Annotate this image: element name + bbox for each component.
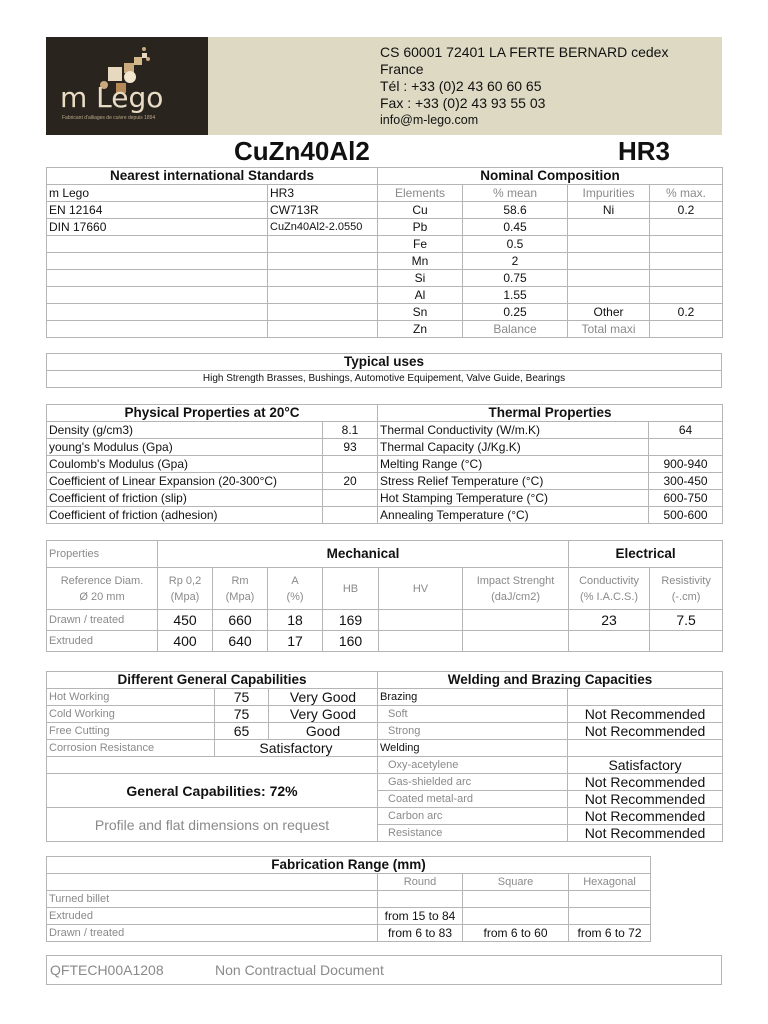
logo-tagline: Fabricant d'alliages de cuivre depuis 1894: [62, 115, 156, 121]
hb-value: 160: [323, 631, 379, 652]
resistivity-value: [650, 631, 723, 652]
impurity-max: [650, 219, 723, 236]
standard-name: [47, 287, 268, 304]
capabilities-heading: Different General Capabilities: [47, 672, 378, 689]
element: Sn: [378, 304, 463, 321]
impurity-max: [650, 236, 723, 253]
impurity: [568, 287, 650, 304]
welding-method: Coated metal-ard: [378, 791, 568, 808]
standard-name: [47, 304, 268, 321]
electrical-heading: Electrical: [569, 541, 723, 568]
impurity-max: 0.2: [650, 202, 723, 219]
col-rp: Rp 0,2 (Mpa): [158, 568, 213, 610]
physical-label: Coulomb's Modulus (Gpa): [47, 456, 323, 473]
element: Pb: [378, 219, 463, 236]
composition-heading: Nominal Composition: [378, 168, 723, 185]
physical-value: 8.1: [323, 422, 378, 439]
physical-value: [323, 490, 378, 507]
resistivity-value: 7.5: [650, 610, 723, 631]
thermal-value: 900-940: [649, 456, 723, 473]
physical-label: Density (g/cm3): [47, 422, 323, 439]
hexagonal-range: [569, 891, 651, 908]
profile-note: Profile and flat dimensions on request: [47, 808, 378, 842]
thermal-value: 64: [649, 422, 723, 439]
capability-score: 75: [215, 689, 269, 706]
impurity-max: 0.2: [650, 304, 723, 321]
impact-value: [463, 610, 569, 631]
standard-name: [47, 321, 268, 338]
rp-value: 400: [158, 631, 213, 652]
welding-rating: [568, 740, 723, 757]
capability-score: 65: [215, 723, 269, 740]
col-round: Round: [378, 874, 463, 891]
col-hb: HB: [323, 568, 379, 610]
uses-heading: Typical uses: [47, 354, 722, 371]
col-elements: Elements: [378, 185, 463, 202]
impurity-max: [650, 321, 723, 338]
rp-value: 450: [158, 610, 213, 631]
hexagonal-range: from 6 to 72: [569, 925, 651, 942]
standard-value: [268, 304, 378, 321]
conductivity-value: 23: [569, 610, 650, 631]
capability-rating: Satisfactory: [215, 740, 378, 757]
fabrication-heading: Fabrication Range (mm): [47, 857, 651, 874]
standard-name: m Lego: [47, 185, 268, 202]
thermal-label: Annealing Temperature (°C): [378, 507, 649, 524]
col-hexagonal: Hexagonal: [569, 874, 651, 891]
standard-name: [47, 253, 268, 270]
round-range: from 6 to 83: [378, 925, 463, 942]
welding-method: Gas-shielded arc: [378, 774, 568, 791]
welding-category: Welding: [378, 740, 568, 757]
uses-text: High Strength Brasses, Bushings, Automotive Equipement, Valve Guide, Bearings: [47, 371, 722, 388]
hexagonal-range: [569, 908, 651, 925]
general-capabilities: General Capabilities: 72%: [47, 774, 378, 808]
standard-value: [268, 236, 378, 253]
capability-score: 75: [215, 706, 269, 723]
physical-label: young's Modulus (Gpa): [47, 439, 323, 456]
square-range: [463, 891, 569, 908]
physical-value: [323, 507, 378, 524]
standards-heading: Nearest international Standards: [47, 168, 378, 185]
impurity-max: [650, 270, 723, 287]
standard-value: CW713R: [268, 202, 378, 219]
empty-cell: [47, 874, 378, 891]
hv-value: [379, 610, 463, 631]
capability-rating: Very Good: [269, 689, 378, 706]
standards-composition-table: [46, 167, 723, 338]
impurity: [568, 236, 650, 253]
welding-rating: [568, 689, 723, 706]
form-label: Turned billet: [47, 891, 378, 908]
a-value: 17: [268, 631, 323, 652]
thermal-label: Melting Range (°C): [378, 456, 649, 473]
standard-name: EN 12164: [47, 202, 268, 219]
thermal-label: Thermal Capacity (J/Kg.K): [378, 439, 649, 456]
col-square: Square: [463, 874, 569, 891]
address-block: [208, 37, 722, 135]
physical-label: Coefficient of friction (adhesion): [47, 507, 323, 524]
welding-method: Strong: [378, 723, 568, 740]
col-reference: Reference Diam. Ø 20 mm: [47, 568, 158, 610]
thermal-label: Hot Stamping Temperature (°C): [378, 490, 649, 507]
welding-rating: Satisfactory: [568, 757, 723, 774]
welding-rating: Not Recommended: [568, 706, 723, 723]
thermal-value: 500-600: [649, 507, 723, 524]
impurity-max: [650, 287, 723, 304]
footer: [46, 955, 722, 985]
element-mean: 2: [463, 253, 568, 270]
welding-method: Resistance: [378, 825, 568, 842]
rm-value: 660: [213, 610, 268, 631]
footer-note: Non Contractual Document: [215, 962, 384, 978]
element-mean: 58.6: [463, 202, 568, 219]
impurity: [568, 270, 650, 287]
impurity: [568, 219, 650, 236]
welding-rating: Not Recommended: [568, 774, 723, 791]
element: Zn: [378, 321, 463, 338]
phone-number: Tél : +33 (0)2 43 60 60 65: [380, 78, 542, 94]
thermal-heading: Thermal Properties: [378, 405, 723, 422]
col-max: % max.: [650, 185, 723, 202]
hv-value: [379, 631, 463, 652]
a-value: 18: [268, 610, 323, 631]
element: Mn: [378, 253, 463, 270]
mechanical-electrical-table: [46, 540, 723, 652]
physical-value: 93: [323, 439, 378, 456]
round-range: from 15 to 84: [378, 908, 463, 925]
physical-value: [323, 456, 378, 473]
welding-rating: Not Recommended: [568, 791, 723, 808]
welding-heading: Welding and Brazing Capacities: [378, 672, 723, 689]
standard-value: [268, 270, 378, 287]
physical-value: 20: [323, 473, 378, 490]
address-line: CS 60001 72401 LA FERTE BERNARD cedex: [380, 44, 669, 60]
company-logo: [46, 37, 208, 135]
alloy-title: CuZn40Al2: [234, 136, 370, 166]
standard-name: [47, 236, 268, 253]
capability-rating: Good: [269, 723, 378, 740]
capabilities-welding-table: [46, 671, 723, 842]
element-mean: Balance: [463, 321, 568, 338]
round-range: [378, 891, 463, 908]
thermal-value: [649, 439, 723, 456]
col-resistivity: Resistivity (-.cm): [650, 568, 723, 610]
fax-number: Fax : +33 (0)2 43 93 55 03: [380, 95, 546, 111]
thermal-value: 300-450: [649, 473, 723, 490]
welding-category: Brazing: [378, 689, 568, 706]
element: Si: [378, 270, 463, 287]
properties-label: Properties: [47, 541, 158, 568]
col-conductivity: Conductivity (% I.A.C.S.): [569, 568, 650, 610]
condition-label: Drawn / treated: [47, 610, 158, 631]
standard-value: [268, 321, 378, 338]
form-label: Extruded: [47, 908, 378, 925]
standard-name: DIN 17660: [47, 219, 268, 236]
col-impact: Impact Strenght (daJ/cm2): [463, 568, 569, 610]
logo-text: m Lego: [60, 81, 164, 114]
welding-method: Carbon arc: [378, 808, 568, 825]
element: Fe: [378, 236, 463, 253]
element-mean: 0.5: [463, 236, 568, 253]
physical-label: Coefficient of Linear Expansion (20-300°C): [47, 473, 323, 490]
mechanical-heading: Mechanical: [158, 541, 569, 568]
col-a: A (%): [268, 568, 323, 610]
col-mean: % mean: [463, 185, 568, 202]
thermal-label: Thermal Conductivity (W/m.K): [378, 422, 649, 439]
standard-value: [268, 287, 378, 304]
standard-value: CuZn40Al2-2.0550: [268, 219, 378, 236]
impurity: Other: [568, 304, 650, 321]
condition-label: Extruded: [47, 631, 158, 652]
hb-value: 169: [323, 610, 379, 631]
element-mean: 0.45: [463, 219, 568, 236]
square-range: from 6 to 60: [463, 925, 569, 942]
impact-value: [463, 631, 569, 652]
physical-heading: Physical Properties at 20°C: [47, 405, 378, 422]
welding-method: Soft: [378, 706, 568, 723]
capability-rating: Very Good: [269, 706, 378, 723]
capability-label: Cold Working: [47, 706, 215, 723]
properties-table: [46, 404, 723, 524]
capability-label: Corrosion Resistance: [47, 740, 215, 757]
element: Al: [378, 287, 463, 304]
element: Cu: [378, 202, 463, 219]
physical-label: Coefficient of friction (slip): [47, 490, 323, 507]
element-mean: 0.75: [463, 270, 568, 287]
col-rm: Rm (Mpa): [213, 568, 268, 610]
document-code: QFTECH00A1208: [50, 962, 164, 978]
impurity: Total maxi: [568, 321, 650, 338]
standard-name: [47, 270, 268, 287]
form-label: Drawn / treated: [47, 925, 378, 942]
element-mean: 0.25: [463, 304, 568, 321]
impurity: Ni: [568, 202, 650, 219]
capability-label: Hot Working: [47, 689, 215, 706]
address-country: France: [380, 61, 424, 77]
thermal-value: 600-750: [649, 490, 723, 507]
empty-cell: [47, 757, 378, 774]
welding-method: Oxy-acetylene: [378, 757, 568, 774]
standard-value: [268, 253, 378, 270]
email-link[interactable]: info@m-lego.com: [380, 113, 479, 127]
conductivity-value: [569, 631, 650, 652]
standard-value: HR3: [268, 185, 378, 202]
impurity: [568, 253, 650, 270]
thermal-label: Stress Relief Temperature (°C): [378, 473, 649, 490]
col-hv: HV: [379, 568, 463, 610]
capability-label: Free Cutting: [47, 723, 215, 740]
welding-rating: Not Recommended: [568, 723, 723, 740]
col-impurities: Impurities: [568, 185, 650, 202]
element-mean: 1.55: [463, 287, 568, 304]
impurity-max: [650, 253, 723, 270]
rm-value: 640: [213, 631, 268, 652]
welding-rating: Not Recommended: [568, 825, 723, 842]
square-range: [463, 908, 569, 925]
grade-title: HR3: [618, 136, 671, 166]
welding-rating: Not Recommended: [568, 808, 723, 825]
typical-uses-table: [46, 353, 722, 388]
fabrication-table: [46, 856, 651, 942]
